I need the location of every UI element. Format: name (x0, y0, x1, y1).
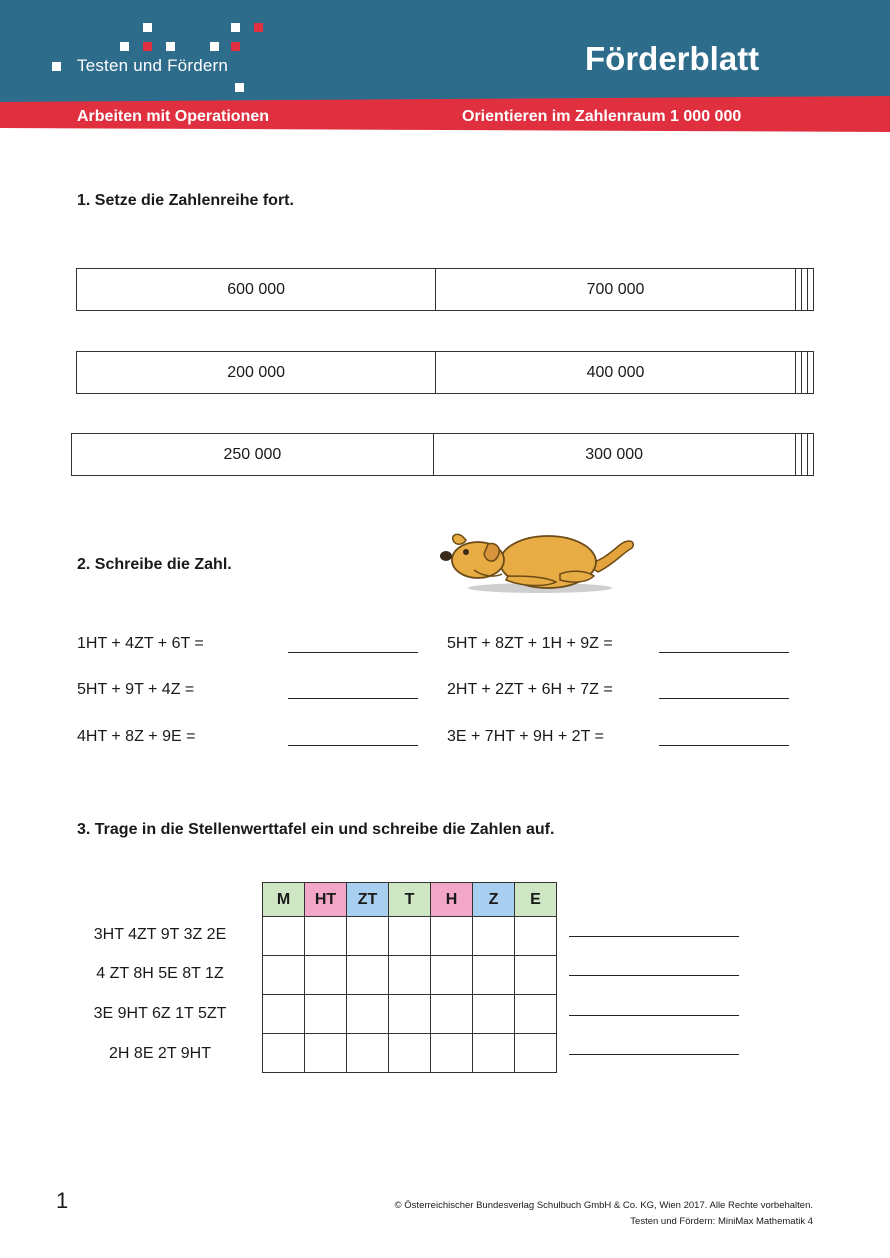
place-cell[interactable] (473, 1034, 515, 1073)
place-cell[interactable] (347, 917, 389, 956)
place-value-table (262, 882, 557, 1073)
place-row-label: 3HT 4ZT 9T 3Z 2E (93, 926, 227, 943)
place-header: E (515, 883, 557, 917)
copyright-notice: © Österreichischer Bundesverlag Schulbuch GmbH & Co. KG, Wien 2017. Alle Rechte vorbehalten. (394, 1200, 813, 1211)
equation: 5HT + 8ZT + 1H + 9Z = (447, 635, 613, 652)
answer-line[interactable] (288, 745, 418, 746)
task3-heading: 3. Trage in die Stellenwerttafel ein und schreibe die Zahlen auf. (77, 821, 555, 838)
place-cell[interactable] (389, 956, 431, 995)
sequence-cell: 200 000 (77, 352, 436, 394)
place-cell[interactable] (515, 956, 557, 995)
place-cell[interactable] (347, 995, 389, 1034)
sequence-blank[interactable] (807, 352, 813, 394)
topic-right: Orientieren im Zahlenraum 1 000 000 (462, 108, 742, 125)
sequence-blank[interactable] (807, 269, 813, 311)
place-header: M (263, 883, 305, 917)
equation: 3E + 7HT + 9H + 2T = (447, 728, 604, 745)
answer-line[interactable] (288, 652, 418, 653)
page-title: Förderblatt (585, 40, 760, 77)
place-cell[interactable] (347, 1034, 389, 1073)
place-cell[interactable] (431, 917, 473, 956)
task2-heading: 2. Schreibe die Zahl. (77, 556, 232, 573)
place-cell[interactable] (515, 1034, 557, 1073)
place-cell[interactable] (515, 995, 557, 1034)
place-cell[interactable] (473, 956, 515, 995)
answer-line[interactable] (288, 698, 418, 699)
sequence-cell: 600 000 (77, 269, 436, 311)
task1-heading: 1. Setze die Zahlenreihe fort. (77, 192, 294, 209)
answer-line[interactable] (659, 745, 789, 746)
sequence-table-2 (76, 351, 814, 394)
place-cell[interactable] (305, 917, 347, 956)
place-header: T (389, 883, 431, 917)
place-cell[interactable] (431, 1034, 473, 1073)
place-cell[interactable] (305, 1034, 347, 1073)
place-cell[interactable] (389, 995, 431, 1034)
place-cell[interactable] (431, 995, 473, 1034)
place-header: ZT (347, 883, 389, 917)
sequence-cell: 300 000 (433, 434, 795, 476)
equation: 1HT + 4ZT + 6T = (77, 635, 204, 652)
brand-name: Testen und Fördern (77, 56, 229, 75)
answer-line[interactable] (569, 975, 739, 976)
place-row-label: 2H 8E 2T 9HT (109, 1045, 211, 1062)
place-cell[interactable] (347, 956, 389, 995)
place-cell[interactable] (473, 995, 515, 1034)
equation: 2HT + 2ZT + 6H + 7Z = (447, 681, 613, 698)
place-cell[interactable] (305, 995, 347, 1034)
equation: 5HT + 9T + 4Z = (77, 681, 195, 698)
place-cell[interactable] (263, 917, 305, 956)
answer-line[interactable] (569, 1054, 739, 1055)
place-cell[interactable] (263, 995, 305, 1034)
topic-left: Arbeiten mit Operationen (77, 108, 270, 125)
place-header: Z (473, 883, 515, 917)
place-row-label: 4 ZT 8H 5E 8T 1Z (96, 965, 224, 982)
answer-line[interactable] (569, 936, 739, 937)
equation: 4HT + 8Z + 9E = (77, 728, 196, 745)
answer-line[interactable] (659, 698, 789, 699)
place-cell[interactable] (473, 917, 515, 956)
series-name: Testen und Fördern: MiniMax Mathematik 4 (630, 1216, 813, 1227)
place-cell[interactable] (431, 956, 473, 995)
place-header: H (431, 883, 473, 917)
place-cell[interactable] (389, 917, 431, 956)
page-number: 1 (56, 1188, 69, 1213)
answer-line[interactable] (659, 652, 789, 653)
sequence-table-1 (76, 268, 814, 311)
place-row-label: 3E 9HT 6Z 1T 5ZT (93, 1005, 227, 1022)
sequence-cell: 700 000 (436, 269, 795, 311)
sequence-cell: 250 000 (72, 434, 434, 476)
place-cell[interactable] (515, 917, 557, 956)
sequence-table-3 (71, 433, 814, 476)
dog-illustration (436, 522, 640, 594)
place-cell[interactable] (263, 1034, 305, 1073)
place-cell[interactable] (389, 1034, 431, 1073)
answer-line[interactable] (569, 1015, 739, 1016)
place-cell[interactable] (263, 956, 305, 995)
place-header: HT (305, 883, 347, 917)
place-cell[interactable] (305, 956, 347, 995)
sequence-cell: 400 000 (436, 352, 795, 394)
sequence-blank[interactable] (807, 434, 813, 476)
